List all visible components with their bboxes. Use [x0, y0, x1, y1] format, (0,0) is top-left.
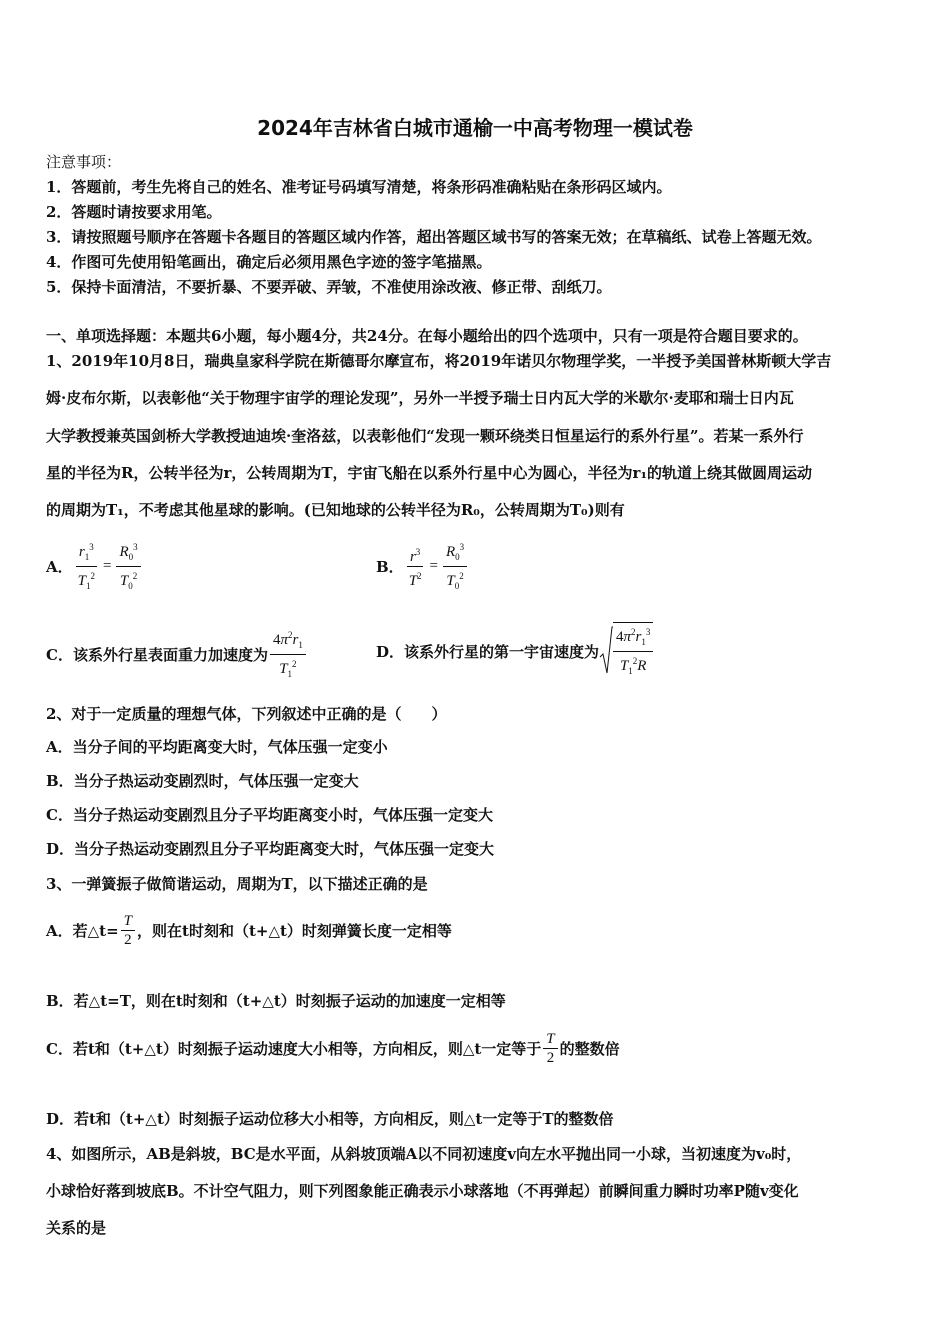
formula-r1-t1: $\frac{r_1^3}{T_1^2}$: [75, 538, 98, 595]
section-heading: 一、单项选择题：本题共6小题，每小题4分，共24分。在每小题给出的四个选项中，只有一项是符合题目要求的。: [46, 327, 808, 345]
q1-line-1: 1、2019年10月8日，瑞典皇家科学院在斯德哥尔摩宣布，将2019年诺贝尔物理学奖，一半授予美国普林斯顿大学吉: [46, 352, 832, 370]
q4-line-2: 小球恰好落到坡底B。不计空气阻力，则下列图象能正确表示小球落地（不再弹起）前瞬间重力瞬时功率P随v变化: [46, 1182, 799, 1200]
notice-heading: 注意事项：: [46, 153, 122, 171]
notice-item-4: 4．作图可先使用铅笔画出，确定后必须用黑色字迹的签字笔描黑。: [46, 253, 492, 271]
formula-velocity: $\frac{4\pi^2r_1^3}{T_1^2R}$: [613, 622, 653, 680]
notice-item-2: 2．答题时请按要求用笔。: [46, 203, 222, 221]
sqrt-icon: [599, 622, 655, 680]
q2-stem: 2、对于一定质量的理想气体，下列叙述中正确的是（ ）: [46, 705, 447, 723]
page-title: 2024年吉林省白城市通榆一中高考物理一模试卷: [257, 116, 693, 140]
q3-stem: 3、一弹簧振子做简谐运动，周期为T，以下描述正确的是: [46, 875, 428, 893]
formula-r0-t0-b: $\frac{R_0^3}{T_0^2}$: [443, 538, 467, 595]
q1-option-d-label: D．该系外行星的第一宇宙速度为: [376, 642, 600, 661]
q3-option-d: D．若t和（t+△t）时刻振子运动位移大小相等，方向相反，则△t一定等于T的整数倍: [46, 1110, 614, 1128]
q2-option-c: C．当分子热运动变剧烈且分子平均距离变小时，气体压强一定变大: [46, 806, 493, 824]
q3-option-c: [46, 1030, 620, 1067]
formula-r-t: $\frac{r^3}{T^2}$: [406, 543, 425, 590]
q3-option-a-post: ，则在t时刻和（t+△t）时刻弹簧长度一定相等: [137, 922, 452, 940]
q1-option-c-label: C．该系外行星表面重力加速度为: [46, 646, 268, 664]
q4-line-3: 关系的是: [46, 1219, 107, 1237]
q2-option-a: A．当分子间的平均距离变大时，气体压强一定变小: [46, 738, 388, 756]
q3-option-b: B．若△t=T，则在t时刻和（t+△t）时刻振子运动的加速度一定相等: [46, 992, 506, 1010]
q1-option-c: [46, 626, 308, 683]
q1-line-2: 姆·皮布尔斯，以表彰他“关于物理宇宙学的理论发现”，另外一半授予瑞士日内瓦大学的米歇尔·麦耶和瑞士日内瓦: [46, 389, 794, 407]
formula-t-half: $\frac{T}{2}$: [121, 912, 135, 949]
formula-gravity: $\frac{4\pi^2r_1}{T_1^2}$: [270, 626, 306, 683]
formula-r0-t0: $\frac{R_0^3}{T_0^2}$: [116, 538, 140, 595]
notice-item-5: 5．保持卡面清洁，不要折暴、不要弄破、弄皱，不准使用涂改液、修正带、刮纸刀。: [46, 278, 612, 296]
q1-option-a-label: A．: [46, 558, 73, 576]
q2-option-d: D．当分子热运动变剧烈且分子平均距离变大时，气体压强一定变大: [46, 840, 495, 858]
q1-option-b-label: B．: [376, 558, 404, 576]
q3-option-c-post: 的整数倍: [559, 1040, 620, 1058]
q1-line-4: 星的半径为R，公转半径为r，公转周期为T，宇宙飞船在以系外行星中心为圆心，半径为r₁的轨道上绕其做圆周运动: [46, 464, 813, 482]
notice-item-3: 3．请按照题号顺序在答题卡各题目的答题区域内作答，超出答题区域书写的答案无效；在草稿纸、试卷上答题无效。: [46, 228, 822, 246]
q1-option-b: B． $\frac{r^3}{T^2}$ = $\frac{R_0^3}{T_0^2}$: [376, 538, 469, 595]
formula-t-half-c: $\frac{T}{2}$: [543, 1030, 557, 1067]
q1-line-3: 大学教授兼英国剑桥大学教授迪迪埃·奎洛兹，以表彰他们“发现一颗环绕类日恒星运行的系外行星”。若某一系外行: [46, 427, 804, 445]
q3-option-c-pre: C．若t和（t+△t）时刻振子运动速度大小相等，方向相反，则△t一定等于: [46, 1040, 542, 1058]
q4-line-1: 4、如图所示，AB是斜坡，BC是水平面，从斜坡顶端A以不同初速度v向左水平抛出同一小球，当初速度为v₀时，: [46, 1145, 802, 1163]
q1-line-5: 的周期为T₁，不考虑其他星球的影响。(已知地球的公转半径为R₀，公转周期为T₀)则有: [46, 501, 625, 519]
q1-option-d: [376, 622, 655, 680]
q1-option-a: A． $\frac{r_1^3}{T_1^2}$ = $\frac{R_0^3}{T_0^2}$: [46, 538, 143, 595]
q2-option-b: B．当分子热运动变剧烈时，气体压强一定变大: [46, 772, 359, 790]
notice-item-1: 1．答题前，考生先将自己的姓名、准考证号码填写清楚，将条形码准确粘贴在条形码区域内。: [46, 178, 672, 196]
q3-option-a-pre: A．若△t=: [46, 922, 119, 940]
q3-option-a: [46, 912, 452, 949]
